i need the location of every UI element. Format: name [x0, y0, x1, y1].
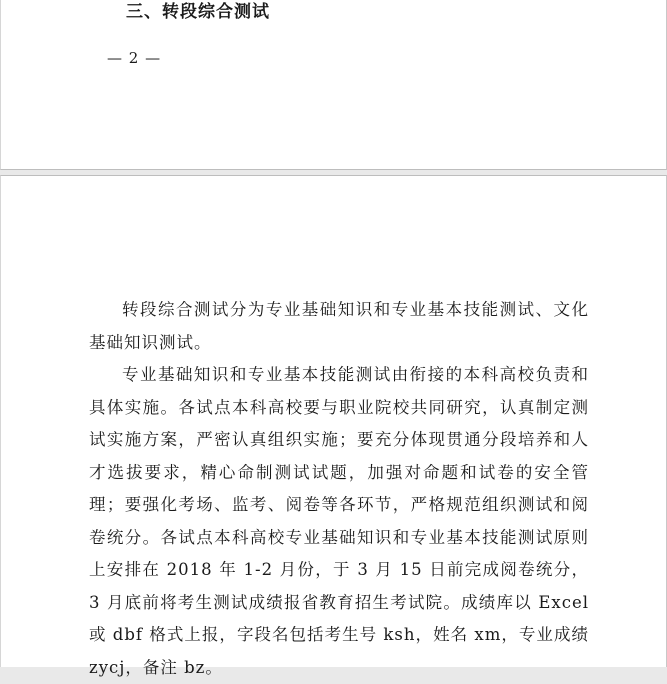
body-text: [89, 294, 589, 684]
section-heading: 三、转段综合测试: [126, 2, 270, 22]
paragraph: 转段综合测试分为专业基础知识和专业基本技能测试、文化基础知识测试。: [89, 300, 589, 352]
page-number: — 2 —: [107, 49, 162, 67]
document-page-top: [0, 0, 667, 170]
paragraph: 专业基础知识和专业基本技能测试由衔接的本科高校负责和具体实施。各试点本科高校要与职业院校共同研究，认真制定测试实施方案，严密认真组织实施；要充分体现贯通分段培养和人才选拔要求，精心命制测试试题，加强对命题和试卷的安全管理；要强化考场、监考、阅卷等各环节，严格规范组织测试和阅卷统分。各试点本科高校专业基础知识和专业基本技能测试原则上安排在 2018 年 1-2 月份，于 3 月 15 日前完成阅卷统分，3 月底前将考生测试成绩报省教育招生考试院。成绩库以 Excel 或 dbf 格式上报，字段名包括考生号 ksh，姓名 xm，专业成绩 zycj，备注 bz。: [89, 365, 589, 677]
